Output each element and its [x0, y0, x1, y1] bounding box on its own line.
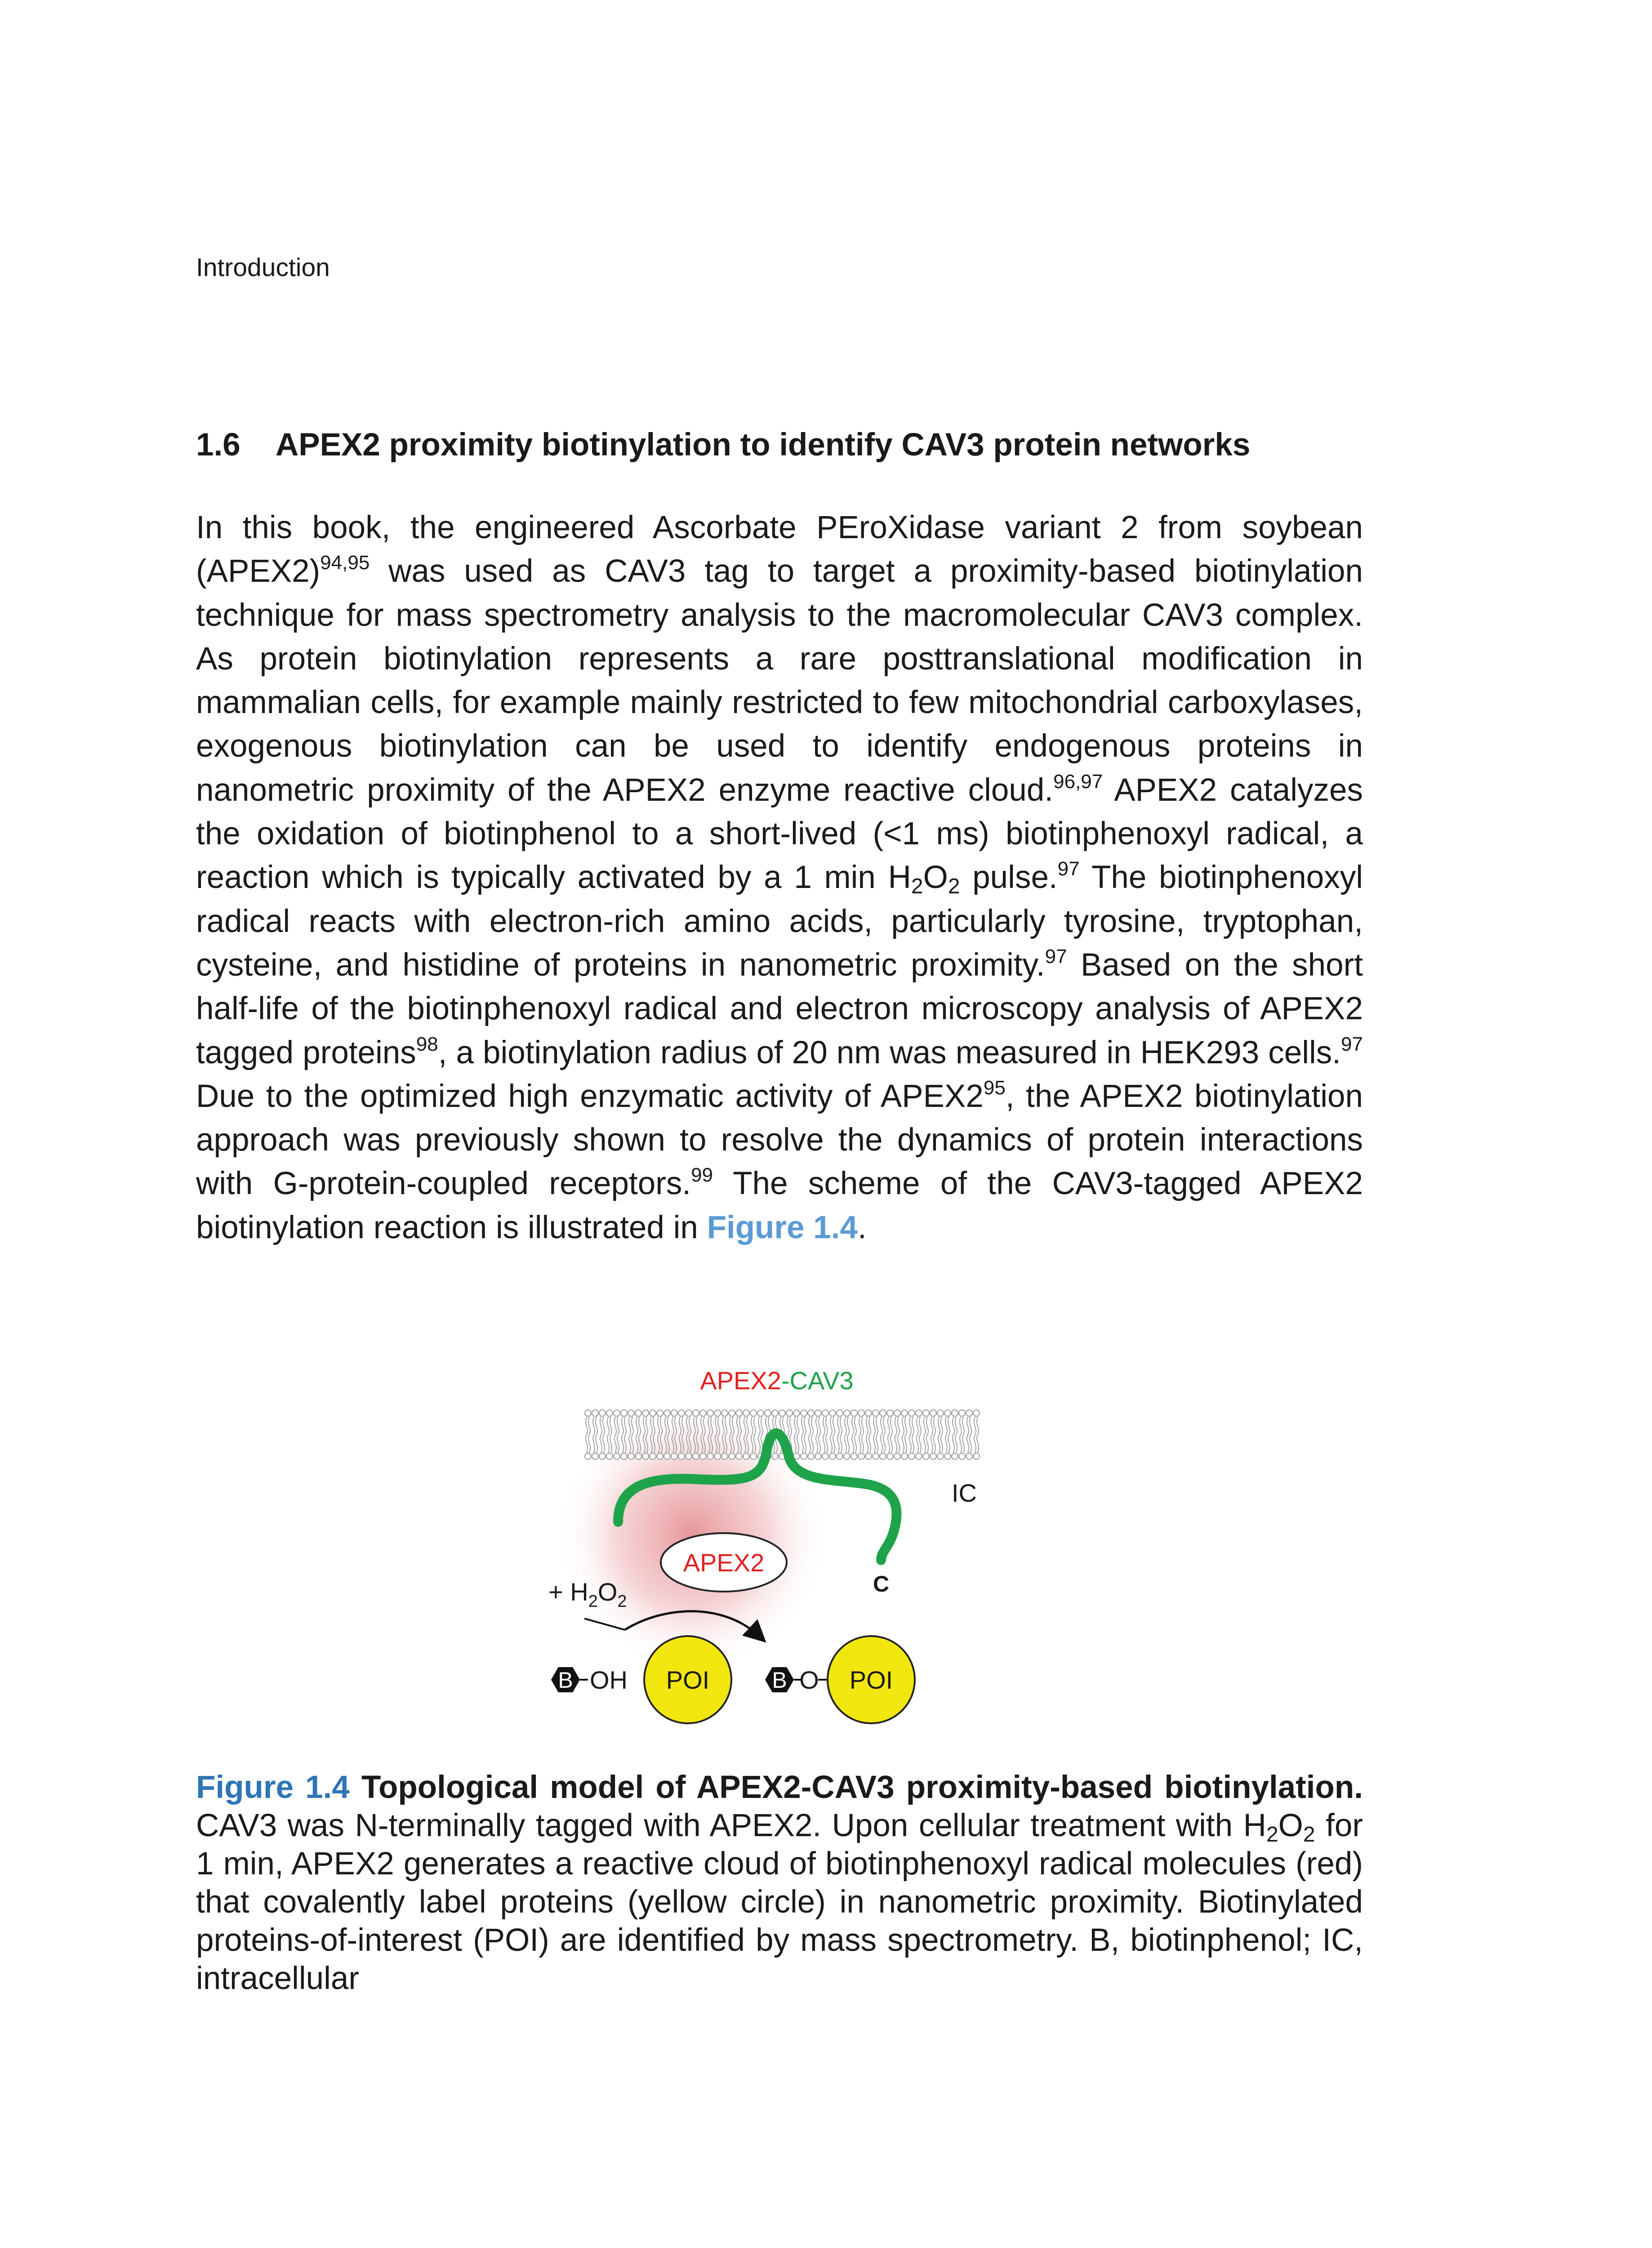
labeled-poi-label: POI — [849, 1666, 893, 1694]
poi-label: POI — [666, 1666, 710, 1694]
text-run: , a biotinylation radius of 20 nm was measured in HEK293 cells. — [438, 1035, 1341, 1070]
apex2-label: APEX2 — [683, 1548, 765, 1577]
caption-title: Topological model of APEX2-CAV3 proximity-based biotinylation. — [349, 1770, 1363, 1805]
citation: 94,95 — [320, 552, 370, 574]
section-number: 1.6 — [196, 427, 240, 463]
subscript: 2 — [948, 874, 960, 899]
text-run: The scheme of the CAV3-tagged APEX2 biotinylation reaction is illustrated in — [196, 1166, 1363, 1245]
text-run: APEX2 catalyzes the oxidation of biotinphenol to a short-lived (<1 ms) biotinphenoxyl radical, a reaction which is typically activated by a 1 min H — [196, 772, 1363, 896]
h2o2-reagent: + $H_2O_2$ — [548, 1578, 627, 1611]
citation: 97 — [1057, 858, 1080, 880]
text-run: O — [923, 860, 948, 896]
text-run: The biotinphenoxyl radical reacts with electron-rich amino acids, particularly tyrosine, tryptophan, cysteine, and histidine of proteins in nanometric proximity. — [196, 860, 1363, 983]
figure-caption — [196, 1768, 1363, 1998]
citation: 95 — [983, 1076, 1006, 1099]
text-run: . — [857, 1209, 867, 1245]
running-head: Introduction — [196, 253, 330, 282]
subscript: 2 — [911, 874, 923, 899]
section-heading — [196, 425, 1365, 465]
text-run: In this book, the engineered Ascorbate PEroXidase variant 2 from soybean (APEX2) — [196, 510, 1363, 589]
caption-text: O — [1278, 1808, 1303, 1843]
caption-text: for 1 min, APEX2 generates a reactive cloud of biotinphenoxyl radical molecules (red) that covalently label proteins (yellow circle) in nanometric proximity. Biotinylated proteins-of-interest (POI) are identified by mass spectrometry. B, biotinphenol; IC, intracellular — [196, 1808, 1363, 1996]
biotin-label: B — [772, 1668, 787, 1693]
text-run: Based on the short half-life of the biotinphenoxyl radical and electron microscopy analysis of APEX2 tagged proteins — [196, 947, 1363, 1070]
figure-1-4 — [521, 1349, 1034, 1753]
caption-label: Figure 1.4 — [196, 1770, 350, 1805]
text-run: Due to the optimized high enzymatic activity of APEX2 — [196, 1078, 984, 1114]
text-run: pulse. — [960, 860, 1058, 896]
text-run: , the APEX2 biotinylation approach was previously shown to resolve the dynamics of protein interactions with G-protein-coupled receptors. — [196, 1078, 1363, 1202]
caption-text: CAV3 was N-terminally tagged with APEX2. Upon cellular treatment with H — [196, 1808, 1266, 1843]
figure-title: APEX2-CAV3 — [700, 1366, 854, 1395]
body-paragraph — [196, 506, 1363, 1249]
subscript: 2 — [1266, 1823, 1278, 1847]
subscript: 2 — [1303, 1823, 1315, 1847]
ic-label: IC — [952, 1479, 977, 1507]
section-title: APEX2 proximity biotinylation to identify CAV3 protein networks — [276, 427, 1251, 463]
citation: 96,97 — [1053, 770, 1103, 793]
c-terminus-label: C — [873, 1571, 890, 1597]
hydroxyl-label: OH — [590, 1666, 628, 1694]
biotin-label: B — [558, 1668, 573, 1693]
figure-reference-link[interactable]: Figure 1.4 — [707, 1209, 858, 1245]
oxygen-link-label: O — [799, 1666, 819, 1694]
citation: 99 — [691, 1164, 713, 1186]
text-run: was used as CAV3 tag to target a proximity-based biotinylation technique for mass spectrometry analysis to the macromolecular CAV3 complex. As protein biotinylation represents a rare posttranslational modification in mammalian cells, for example mainly restricted to few mitochondrial carboxylases, exogenous biotinylation can be used to identify endogenous proteins in nanometric proximity of the APEX2 enzyme reactive cloud. — [196, 553, 1363, 808]
figure-diagram — [521, 1349, 1034, 1753]
citation: 97 — [1341, 1033, 1363, 1055]
citation: 97 — [1045, 945, 1067, 968]
citation: 98 — [416, 1033, 438, 1055]
